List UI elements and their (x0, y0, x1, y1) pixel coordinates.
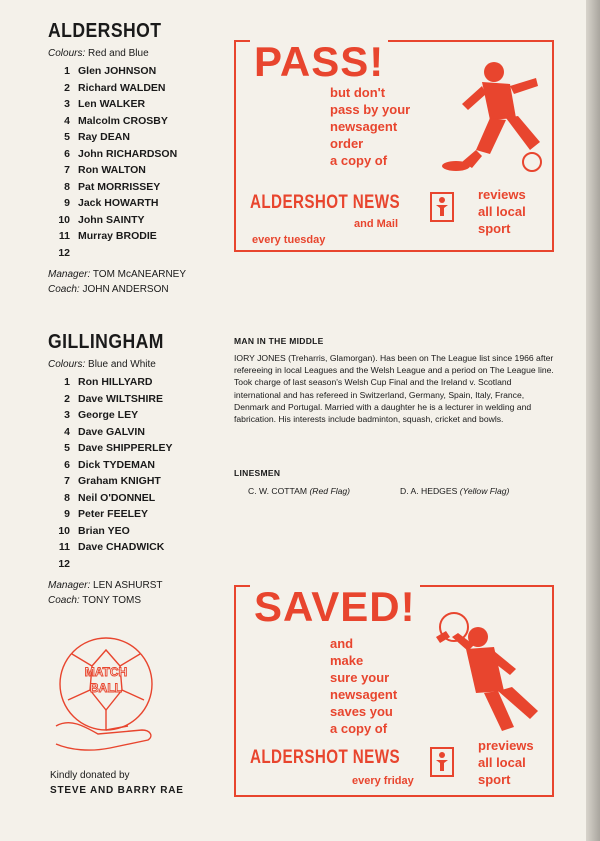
ad-pitch-line: newsagent (330, 687, 398, 702)
manager-name: LEN ASHURST (93, 580, 163, 591)
ad-pitch-line: order (330, 136, 364, 151)
player-number: 11 (58, 230, 70, 242)
ad-pitch-line: and (330, 636, 354, 651)
manager-label: Manager: (48, 269, 91, 280)
donated-label: Kindly donated by (50, 770, 130, 781)
player-row (48, 115, 186, 132)
ad-tagline-line: all local (478, 755, 526, 770)
ad-pitch-line: a copy of (330, 721, 388, 736)
player-name: Dave SHIPPERLEY (78, 442, 173, 454)
player-row (48, 98, 186, 115)
player-number: 10 (58, 524, 70, 537)
player-number: 4 (64, 425, 70, 438)
player-list (48, 65, 186, 263)
colours-label: Colours: (48, 48, 86, 59)
player-name: Dave CHADWICK (78, 541, 165, 553)
ad-headline: SAVED! (250, 583, 420, 631)
ball-text-2: BALL (90, 681, 122, 695)
linesmen-heading: LINESMEN (234, 468, 281, 478)
player-row (48, 393, 180, 410)
manager-line (48, 269, 186, 284)
match-ball-emblem (50, 626, 160, 762)
player-row (48, 148, 186, 165)
player-number: 6 (64, 458, 70, 471)
ad-pitch (330, 84, 410, 169)
player-row (48, 541, 180, 558)
ad-newspaper-sub: and Mail (354, 218, 399, 230)
manager-label: Manager: (48, 580, 91, 591)
player-number: 5 (64, 442, 70, 454)
player-name: Dave GALVIN (78, 425, 145, 438)
player-row (48, 426, 180, 443)
donors-name: STEVE AND BARRY RAE (50, 785, 184, 796)
newspaper-logo-icon (430, 192, 454, 222)
player-number: 4 (64, 114, 70, 127)
player-number: 6 (64, 147, 70, 160)
ad-pitch-line: sure your (330, 670, 390, 685)
player-number: 8 (64, 180, 70, 193)
team-staff (48, 269, 186, 299)
team-staff (48, 580, 180, 610)
player-name: Len WALKER (78, 98, 146, 110)
team-gillingham (48, 331, 180, 610)
player-number: 2 (64, 392, 70, 405)
linesman-name: D. A. HEDGES (400, 486, 458, 496)
team-name: ALDERSHOT (48, 20, 162, 42)
linesman-flag: (Red Flag) (309, 486, 351, 496)
ad-tagline-line: sport (478, 772, 511, 787)
coach-line (48, 284, 186, 299)
player-number: 8 (64, 491, 70, 504)
player-name: John SAINTY (78, 213, 145, 226)
ad-pitch (330, 635, 397, 737)
linesman-flag: (Yellow Flag) (459, 486, 510, 496)
ad-tagline (478, 186, 526, 237)
player-name: Pat MORRISSEY (78, 180, 161, 193)
team-colours (48, 359, 180, 370)
player-number: 7 (64, 164, 70, 176)
linesman-name: C. W. COTTAM (248, 486, 308, 496)
referee-heading: MAN IN THE MIDDLE (234, 336, 324, 346)
player-row (48, 459, 180, 476)
player-list (48, 376, 180, 574)
player-row (48, 558, 180, 575)
player-number: 12 (58, 246, 70, 259)
player-name: Malcolm CROSBY (78, 114, 168, 127)
player-row (48, 247, 186, 264)
player-number: 12 (58, 557, 70, 570)
ad-tagline-line: reviews (478, 187, 526, 202)
player-name: Graham KNIGHT (78, 475, 161, 487)
player-name: Ray DEAN (78, 131, 130, 143)
referee-bio: IORY JONES (Treharris, Glamorgan). Has been on The League list since 1966 after refereeing in local Leagues and the Welsh League and a period on The League line. Took charge of last season's Welsh Cup Final and the Ireland v. Scotland international and has refereed in Switzerland, Germany, Spain, Italy, France, Denmark and Portugal. Married with a daughter he is a lecturer in welding and fabrication. His interests include badminton, squash, cricket and bowls. (234, 353, 554, 425)
player-row (48, 525, 180, 542)
newspaper-ad-pass (234, 40, 554, 252)
ad-day: every friday (352, 775, 414, 787)
player-number: 10 (58, 213, 70, 226)
ad-newspaper-name: ALDERSHOT NEWS (250, 192, 400, 213)
player-row (48, 181, 186, 198)
player-number: 7 (64, 475, 70, 487)
ad-newspaper-name: ALDERSHOT NEWS (250, 747, 400, 768)
manager-line (48, 580, 180, 595)
newspaper-ad-saved (234, 585, 554, 797)
player-row (48, 65, 186, 82)
team-name: GILLINGHAM (48, 331, 164, 353)
player-name: Dave WILTSHIRE (78, 392, 163, 405)
player-number: 11 (58, 541, 70, 553)
player-name: Richard WALDEN (78, 81, 166, 94)
page-edge (586, 0, 600, 841)
player-row (48, 230, 186, 247)
player-number: 3 (64, 409, 70, 421)
ad-tagline-line: all local (478, 204, 526, 219)
ad-pitch-line: make (330, 653, 364, 668)
ad-headline: PASS! (250, 38, 388, 86)
player-name: George LEY (78, 409, 139, 421)
player-number: 1 (64, 65, 70, 77)
linesman-second (400, 486, 509, 496)
ad-tagline-line: previews (478, 738, 534, 753)
player-name: Murray BRODIE (78, 230, 157, 242)
player-name: Dick TYDEMAN (78, 458, 156, 471)
player-number: 9 (64, 508, 70, 520)
colours-value: Red and Blue (88, 48, 149, 59)
coach-name: JOHN ANDERSON (82, 284, 169, 295)
ad-day: every tuesday (252, 234, 326, 246)
newspaper-logo-icon (430, 747, 454, 777)
manager-name: TOM McANEARNEY (92, 269, 187, 280)
ad-pitch-line: a copy of (330, 153, 388, 168)
ad-pitch-line: newsagent (330, 119, 398, 134)
player-row (48, 376, 180, 393)
player-row (48, 492, 180, 509)
player-name: Ron HILLYARD (78, 376, 153, 388)
coach-name: TONY TOMS (82, 595, 142, 606)
player-name: Neil O'DONNEL (78, 491, 156, 504)
player-row (48, 475, 180, 492)
ad-pitch-line: pass by your (330, 102, 411, 117)
player-number: 3 (64, 98, 70, 110)
footballer-illustration (432, 58, 550, 174)
ad-pitch-line: saves you (330, 704, 393, 719)
player-row (48, 197, 186, 214)
coach-line (48, 595, 180, 610)
player-row (48, 508, 180, 525)
goalkeeper-illustration (432, 607, 550, 737)
coach-label: Coach: (48, 595, 80, 606)
player-row (48, 409, 180, 426)
coach-label: Coach: (48, 284, 80, 295)
ad-tagline-line: sport (478, 221, 511, 236)
player-name: Ron WALTON (78, 164, 146, 176)
player-row (48, 82, 186, 99)
team-colours (48, 48, 186, 59)
player-row (48, 131, 186, 148)
player-row (48, 442, 180, 459)
ad-tagline (478, 737, 534, 788)
player-number: 1 (64, 376, 70, 388)
player-row (48, 164, 186, 181)
ad-pitch-line: but don't (330, 85, 386, 100)
player-name: Brian YEO (78, 524, 130, 537)
player-name: John RICHARDSON (78, 147, 178, 160)
player-number: 5 (64, 131, 70, 143)
player-name: Glen JOHNSON (78, 65, 157, 77)
player-name: Jack HOWARTH (78, 197, 159, 209)
colours-label: Colours: (48, 359, 86, 370)
ball-text-1: MATCH (84, 665, 128, 679)
player-row (48, 214, 186, 231)
team-aldershot (48, 20, 186, 299)
player-number: 2 (64, 81, 70, 94)
player-number: 9 (64, 197, 70, 209)
player-name: Peter FEELEY (78, 508, 149, 520)
linesman-first (248, 486, 350, 496)
colours-value: Blue and White (88, 359, 156, 370)
